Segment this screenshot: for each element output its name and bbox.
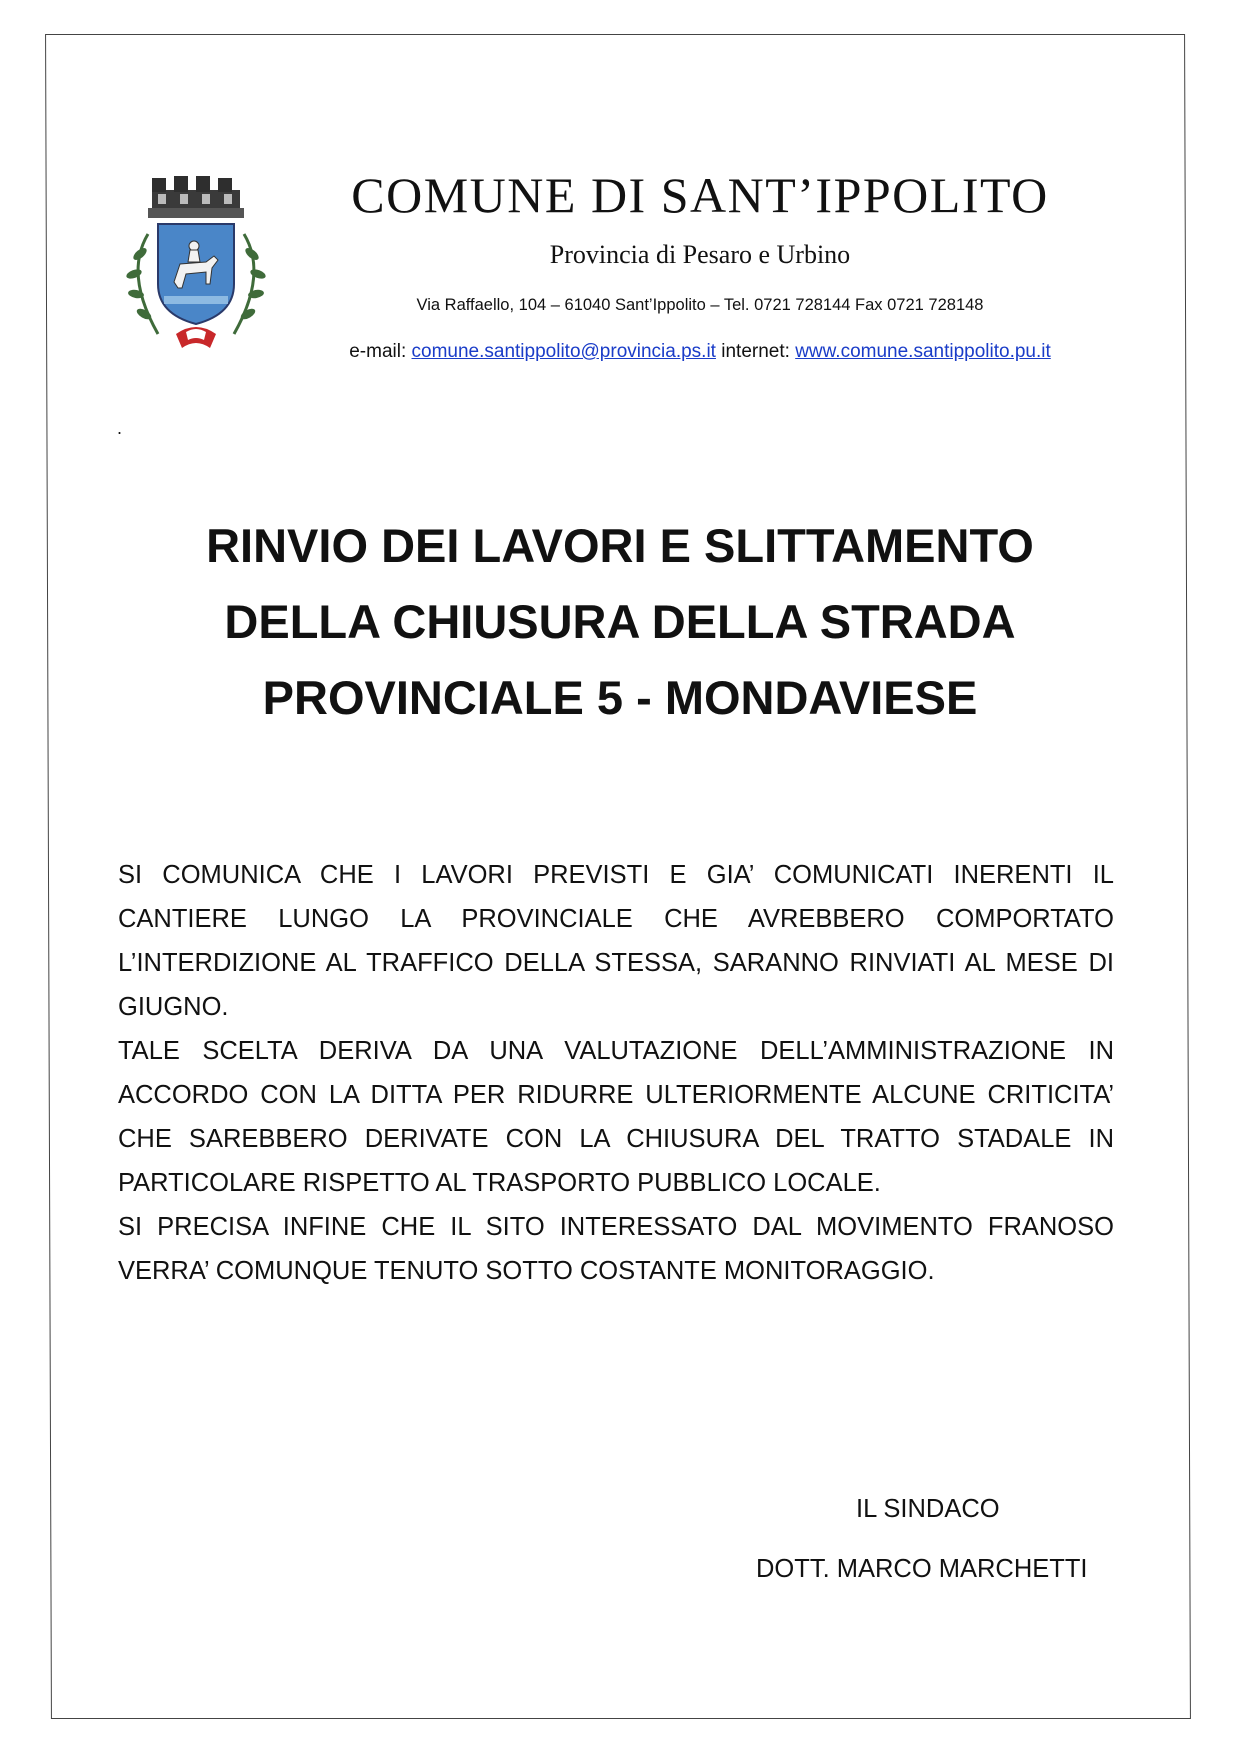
stray-mark: . bbox=[117, 418, 123, 438]
coat-of-arms-icon bbox=[118, 164, 274, 356]
crown-icon bbox=[148, 176, 244, 218]
comune-title: COMUNE DI SANT’IPPOLITO bbox=[351, 167, 1049, 223]
headline-line: RINVIO DEI LAVORI E SLITTAMENTO bbox=[206, 519, 1034, 572]
headline-line: PROVINCIALE 5 - MONDAVIESE bbox=[262, 671, 978, 724]
email-link[interactable]: comune.santippolito@provincia.ps.it bbox=[411, 341, 716, 362]
notice-paragraph: SI PRECISA INFINE CHE IL SITO INTERESSATO DAL MOVIMENTO FRANOSO VERRA’ COMUNQUE TENUTO SOTTO COSTANTE MONITORAGGIO. bbox=[118, 1213, 1114, 1285]
signature-name: DOTT. MARCO MARCHETTI bbox=[756, 1555, 1088, 1583]
contacts-line bbox=[300, 341, 1100, 363]
website-link[interactable]: www.comune.santippolito.pu.it bbox=[795, 341, 1051, 362]
notice-headline bbox=[130, 508, 1110, 736]
ribbon-icon bbox=[176, 327, 216, 348]
internet-label: internet: bbox=[721, 341, 790, 362]
email-label: e-mail: bbox=[349, 341, 407, 362]
notice-paragraph: TALE SCELTA DERIVA DA UNA VALUTAZIONE DELL’AMMINISTRAZIONE IN ACCORDO CON LA DITTA PER RIDURRE ULTERIORMENTE ALCUNE CRITICITA’ CHE SAREBBERO DERIVATE CON LA CHIUSURA DEL TRATTO STADALE IN PARTICOLARE RISPETTO AL TRASPORTO PUBBLICO LOCALE. bbox=[118, 1037, 1114, 1197]
provincia-subtitle: Provincia di Pesaro e Urbino bbox=[549, 240, 851, 269]
headline-line: DELLA CHIUSURA DELLA STRADA bbox=[224, 595, 1016, 648]
signature-role: IL SINDACO bbox=[856, 1495, 1000, 1523]
shield-icon bbox=[158, 224, 234, 324]
notice-paragraph: SI COMUNICA CHE I LAVORI PREVISTI E GIA’ COMUNICATI INERENTI IL CANTIERE LUNGO LA PROVINCIALE CHE AVREBBERO COMPORTATO L’INTERDIZIONE AL TRAFFICO DELLA STESSA, SARANNO RINVIATI AL MESE DI GIUGNO. bbox=[118, 861, 1114, 1021]
address-line: Via Raffaello, 104 – 61040 Sant’Ippolito – Tel. 0721 728144 Fax 0721 728148 bbox=[416, 296, 984, 314]
notice-body bbox=[118, 853, 1114, 1293]
